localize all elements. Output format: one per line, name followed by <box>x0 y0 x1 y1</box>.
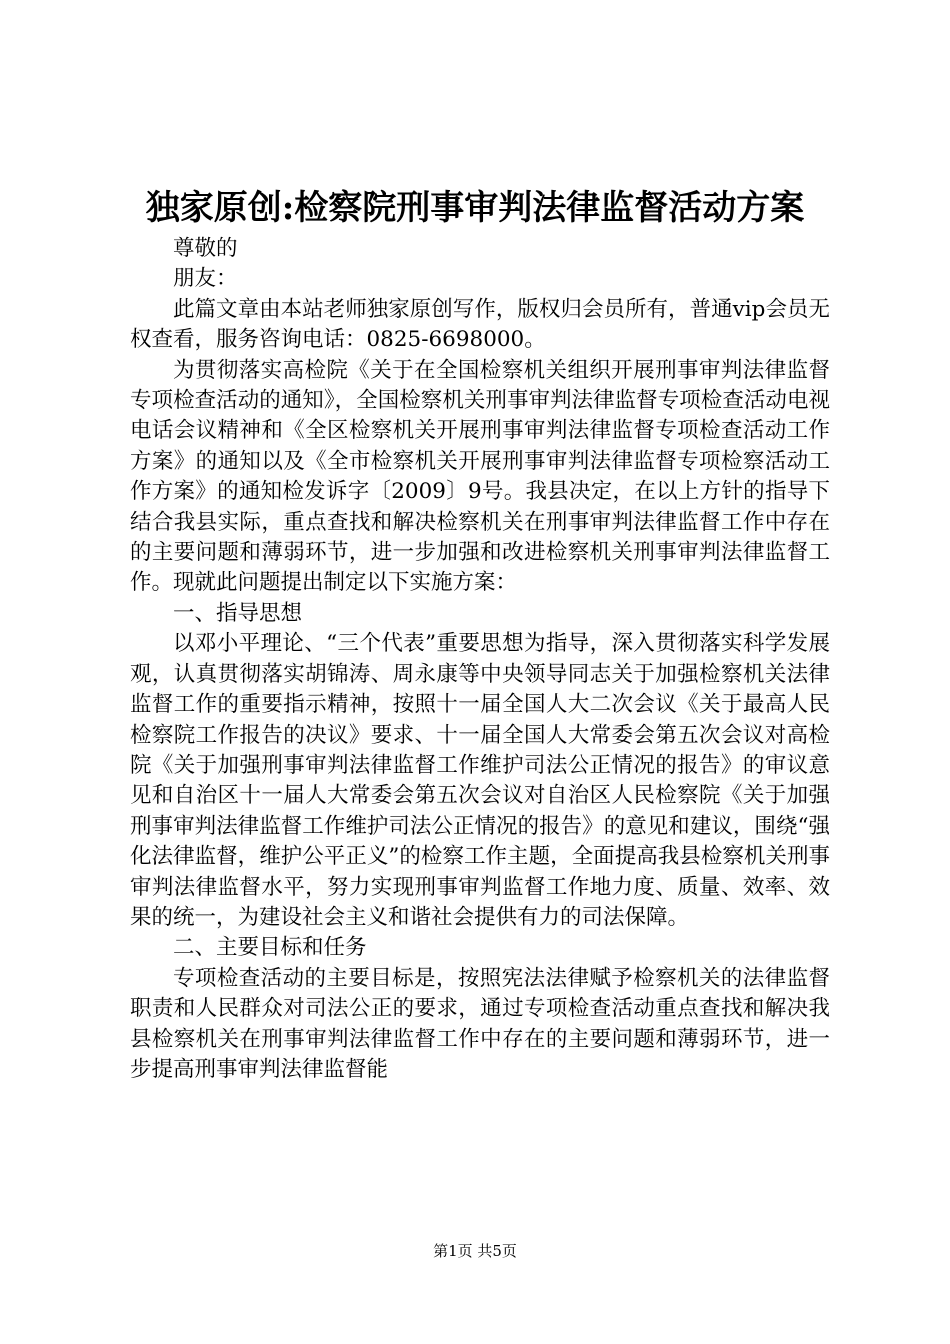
intro-paragraph: 为贯彻落实高检院《关于在全国检察机关组织开展刑事审判法律监督专项检查活动的通知》，全国检察机关刑事审判法律监督专项检查活动电视电话会议精神和《全区检察机关开展刑事审判法律监督专项检查活动工作方案》的通知以及《全市检察机关开展刑事审判法律监督专项检察活动工作方案》的通知检发诉字〔2009〕9号。我县决定，在以上方针的指导下结合我县实际，重点查找和解决检察机关在刑事审判法律监督工作中存在的主要问题和薄弱环节，进一步加强和改进检察机关刑事审判法律监督工作。现就此问题提出制定以下实施方案： <box>130 357 830 596</box>
document-title: 独家原创:检察院刑事审判法律监督活动方案 <box>145 188 805 228</box>
goals-tasks-paragraph: 专项检查活动的主要目标是，按照宪法法律赋予检察机关的法律监督职责和人民群众对司法公正的要求，通过专项检查活动重点查找和解决我县检察机关在刑事审判法律监督工作中存在的主要问题和薄弱环节，进一步提高刑事审判法律监督能 <box>130 965 830 1082</box>
section-heading-guiding-ideology: 一、指导思想 <box>173 600 303 626</box>
salutation-line-1: 尊敬的 <box>173 236 238 261</box>
section-heading-goals-tasks: 二、主要目标和任务 <box>173 935 367 961</box>
copyright-notice: 此篇文章由本站老师独家原创写作，版权归会员所有，普通vip会员无权查看，服务咨询电话：0825-6698000。 <box>130 296 830 353</box>
salutation-line-2: 朋友： <box>173 266 238 292</box>
page-number-footer: 第1页 共5页 <box>433 1242 517 1260</box>
document-body <box>130 234 830 1085</box>
guiding-ideology-paragraph: 以邓小平理论、“三个代表”重要思想为指导，深入贯彻落实科学发展观，认真贯彻落实胡锦涛、周永康等中央领导同志关于加强检察机关法律监督工作的重要指示精神，按照十一届全国人大二次会议《关于最高人民检察院工作报告的决议》要求、十一届全国人大常委会第五次会议对高检院《关于加强刑事审判法律监督工作维护司法公正情况的报告》的审议意见和自治区十一届人大常委会第五次会议对自治区人民检察院《关于加强刑事审判法律监督工作维护司法公正情况的报告》的意见和建议，围绕“强化法律监督，维护公平正义”的检察工作主题，全面提高我县检察机关刑事审判法律监督水平，努力实现刑事审判监督工作地力度、质量、效率、效果的统一，为建设社会主义和谐社会提供有力的司法保障。 <box>130 631 830 930</box>
